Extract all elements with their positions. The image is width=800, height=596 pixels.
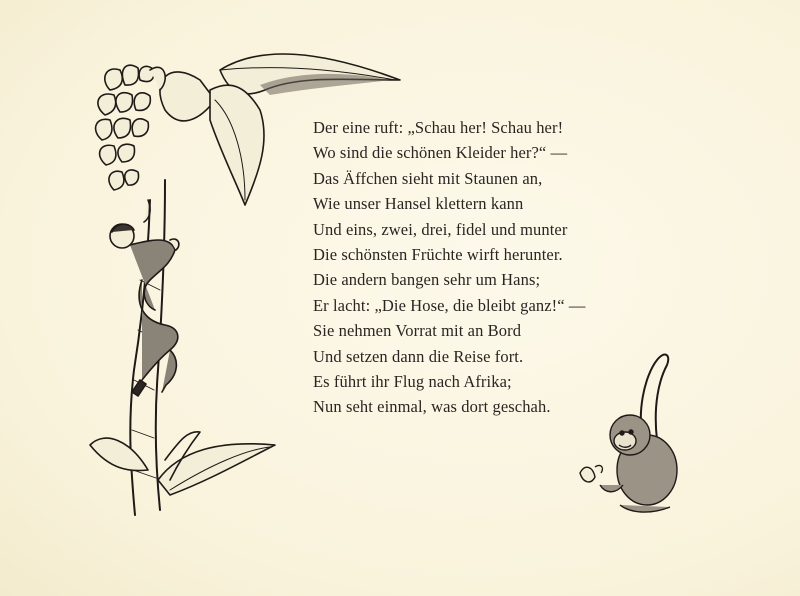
banana-leaf — [90, 438, 148, 470]
poem-line: Wie unser Hansel klettern kann — [313, 194, 524, 214]
poem-stanza — [313, 115, 633, 420]
poem-line: Nun seht einmal, was dort geschah. — [313, 397, 551, 417]
poem-line: Er lacht: „Die Hose, die bleibt ganz!“ — — [313, 295, 586, 315]
poem-line: Die schönsten Früchte wirft herunter. — [313, 245, 563, 265]
poem-line: Und setzen dann die Reise fort. — [313, 346, 524, 366]
poem-line: Das Äffchen sieht mit Staunen an, — [313, 168, 543, 188]
poem-line: Die andern bangen sehr um Hans; — [313, 270, 541, 290]
banana — [580, 467, 595, 482]
poem-line: Wo sind die schönen Kleider her?“ — — [313, 143, 568, 163]
banana-bunch — [96, 65, 166, 222]
poem-line: Es führt ihr Flug nach Afrika; — [313, 372, 512, 392]
poem-line: Der eine ruft: „Schau her! Schau her! — [313, 118, 564, 137]
climbing-boy — [110, 224, 179, 396]
poem-line: Und eins, zwei, drei, fidel und munter — [313, 219, 568, 239]
poem-line: Sie nehmen Vorrat mit an Bord — [313, 321, 522, 341]
banana-leaf — [160, 72, 215, 121]
